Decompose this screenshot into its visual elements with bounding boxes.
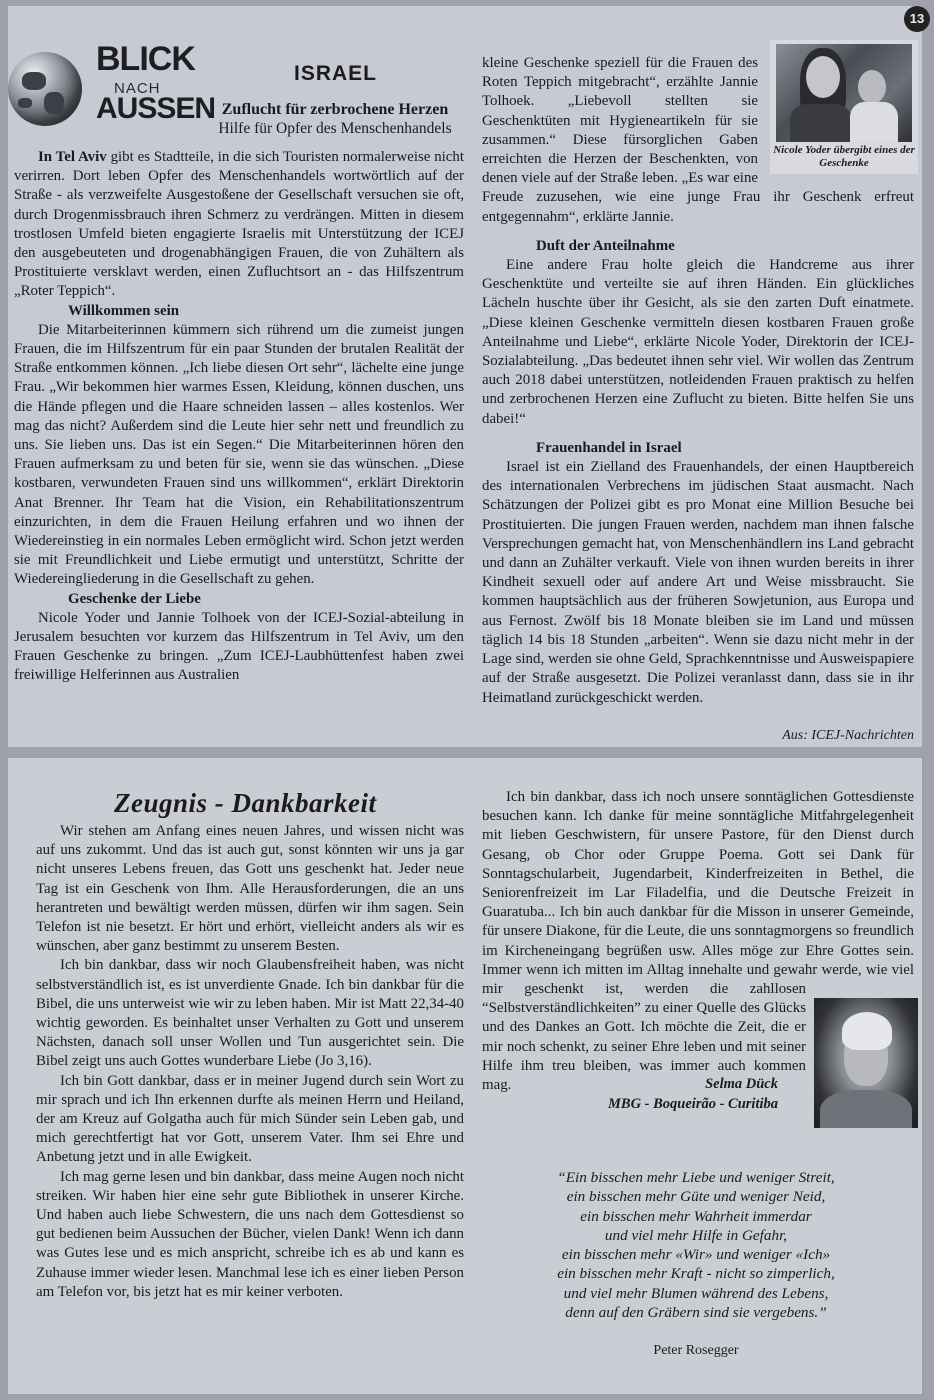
poem-line: ein bisschen mehr Güte und weniger Neid, (566, 1188, 826, 1206)
intro-lead: In Tel Aviv (38, 149, 107, 165)
testimony-title: Zeugnis - Dankbarkeit (114, 788, 377, 818)
testimony-panel (8, 758, 922, 1394)
article-headline: Zuflucht für zerbrochene Herzen (221, 101, 449, 118)
testimony-paragraph-5: Ich bin dankbar, dass ich noch unsere sonntäglichen Gottesdienste besuchen kann. Ich danke für meine sonntägliche Mitfahrgelegenheit mit lieben Geschwistern, für unsere Pastore, für den Dienst durch Gesang, ob Chor oder Gruppe Poema. Gott sei Dank für Sonntagschularbeit, Jugendarbeit, Kinderfreizeiten in Bethel, die Seniorenfreizeit im Lar Filadelfia, und die Deutsche Freizeit in Guaratuba... Ich bin auch dankbar für die Misson in unserer Gemeinde, für unsere Diakone, für die Leute, die uns sonntagmorgens so freundlich im Kircheneingang begrüßen usw. Alles möge zur Ehre Gottes sein. Immer wenn ich mitten im Alltag innehalte und gewahr werde, wie viel mir geschenkt ist, werden die zahllosen “Selbstverständlichkeiten” zu einer Quelle des Glücks und des Dankes an Gott. Ich möchte die Zeit, die er mir noch schenkt, zu seiner Ehre leben und mit seiner Hilfe ihm treu bleiben, was immer auch kommen mag. (482, 789, 914, 1094)
paragraph-continued: kleine Geschenke speziell für die Frauen des Roten Teppich mitgebracht“, erzählte Jannie Tolhoek. „Liebevoll stellten sie Geschenktüten mit Hygieneartikeln für sie zusammen.“ Diese fürsorglichen Gaben erreichten die Herzen der Beschenkten, von denen viele auf der Straße leben. „Es war eine Freude zuzusehen, wie eine junge Frau ihr Geschenk erfreut entgegennahm“, erklärte Jannie. (482, 55, 914, 225)
section-kicker: ISRAEL (294, 62, 378, 85)
testimony-column-left (36, 822, 464, 1302)
testimony-paragraph-3: Ich bin Gott dankbar, dass er in meiner Jugend durch sein Wort zu mir sprach und ich Ihn erkennen durfte als meinen Herrn und Heiland, der am Kreuz auf Golgatha auch für mich Sünder sein Leben gab, und mich gerechtfertigt hat vor Gott, unserem Vater. Ihm sei Ehre und Anbetung jetzt und in alle Ewigkeit. (36, 1072, 464, 1166)
testimony-paragraph-2: Ich bin dankbar, dass wir noch Glaubensfreiheit haben, was nicht selbstverständlich ist, es ist unverdiente Gnade. Ich bin dankbar für die Bibel, die uns unterweist wie wir zu leben haben. Mir ist Matt 22,34-40 wichtig geworden. Es beinhaltet unser Verhalten zu Gott und unserem Nächsten, danach soll unser Wollen und Tun ausgerichtet sein. Die Bibel zeigt uns auch Gottes wunderbare Liebe (Jo 3,16). (36, 957, 464, 1070)
poem (480, 1168, 912, 1322)
author-church: MBG - Boqueirão - Curitiba (608, 1096, 778, 1112)
paragraph-duft: Eine andere Frau holte gleich die Handcreme aus ihrer Geschenktüte und verteilte sie auf ihren Händen. Ein glückliches Lächeln huschte über ihr Gesicht, als sie den zarten Duft einatmete. „Diese kleinen Geschenke vermitteln diesen kostbaren Frauen große Anteilnahme und Liebe“, erklärte Nicole Yoder, Direktorin der ICEJ-Sozialabteilung. „Das bedeutet ihnen sehr viel. Wir wollen das Zentrum auch 2018 dabei unterstützen, notleidenden Frauen praktisch zu helfen und zerbrochenen Herzen eine Zuflucht zu bieten. Bitte helfen Sie uns dabei!“ (482, 257, 914, 427)
subheading-duft: Duft der Anteilnahme (536, 237, 675, 254)
article-column-right (482, 54, 914, 708)
logo-word-aussen: AUSSEN (96, 92, 216, 125)
article-subhead: Hilfe für Opfer des Menschenhandels (218, 120, 452, 137)
poem-line: und viel mehr Blumen während des Lebens, (563, 1284, 829, 1302)
article-source: Aus: ICEJ-Nachrichten (782, 728, 914, 743)
poem-line: ein bisschen mehr «Wir» und weniger «Ich» (561, 1246, 831, 1264)
globe-icon (8, 52, 82, 126)
poem-line: ein bisschen mehr Kraft - nicht so zimperlich, (557, 1265, 835, 1283)
poem-line: ein bisschen mehr Wahrheit immerdar (580, 1207, 812, 1225)
subheading-frauenhandel: Frauenhandel in Israel (536, 439, 682, 456)
testimony-paragraph-1: Wir stehen am Anfang eines neuen Jahres, und wissen nicht was auf uns zukommt. Und das ist auch gut, sonst könnten wir uns ja gar nicht unseres Lebens freuen, das Gott uns geschenkt hat. Jeder neue Tag ist ein Geschenk von Ihm. Alle Herausforderungen, die an uns herantreten und bewältigt werden müssen, dürfen wir ihm sagen. Sein Telefon ist nie besetzt. Er hört und erhört, vielleicht anders als wir es wünschen, aber ganz bestimmt zu unserem Besten. (36, 823, 464, 955)
paragraph-frauenhandel: Israel ist ein Zielland des Frauenhandels, der einen Hauptbereich des internationalen Verbrechens im jüdischen Staat ausmacht. Nach Schätzungen der Polizei gibt es pro Monat eine Million Besuche bei Prostituierten. Die jungen Frauen werden, nachdem man ihnen falsche Versprechungen gemacht hat, von Menschenhändlern ins Land gebracht und dann an Zuhälter verkauft. Viele von ihnen wurden bereits in ihrer Kindheit sexuell oder auf andere Art und Weise missbraucht. Sie kommen hauptsächlich aus der früheren Sowjetunion, aus Europa und aus Fernost. Zwölf bis 18 Monate bleiben sie im Land und müssen täglich 14 bis 18 Stunden „arbeiten“. Wenn sie dazu nicht mehr in der Lage sind, werden sie ohne Geld, Sprachkenntnisse und Ausweispapiere auf der Straße ausgesetzt. Die Polizei veranlasst dann, dass sie in ihr Heimatland zurückgeschickt werden. (482, 459, 914, 706)
author-name: Selma Dück (705, 1076, 778, 1092)
photo-caption: Nicole Yoder übergibt eines der Geschenke (773, 144, 915, 169)
paragraph-geschenke: Nicole Yoder und Jannie Tolhoek von der ICEJ-Sozial-abteilung in Jerusalem besuchten vor kurzem das Hilfszentrum in Tel Aviv, um den Frauen Geschenke zu bringen. „Zum ICEJ-Laubhüttenfest haben zwei freiwillige Helferinnen aus Australien (14, 609, 464, 684)
logo-word-blick: BLICK (96, 40, 195, 78)
photo-float-spacer (758, 54, 914, 172)
testimony-column-right (482, 788, 914, 1108)
poem-line: und viel mehr Hilfe in Gefahr, (604, 1226, 788, 1244)
subheading-willkommen: Willkommen sein (68, 302, 180, 319)
logo-word-nach: NACH (114, 80, 161, 97)
intro-paragraph (14, 148, 464, 302)
blick-nach-aussen-logo (8, 28, 216, 138)
poem-line: denn auf den Gräbern sind sie vergebens.” (565, 1304, 827, 1322)
paragraph-willkommen: Die Mitarbeiterinnen kümmern sich rührend um die zumeist jungen Frauen, die im Hilfszentrum für ein paar Stunden der brutalen Realität der Straße entkommen können. „Ich liebe diesen Ort sehr“, lächelte eine junge Frau. „Wir bekommen hier warmes Essen, Kleidung, können duschen, uns die Hände pflegen und die Haare schneiden lassen – alles kostenlos. Wer mag das nicht? Außerdem sind die Leute hier sehr nett und freundlich zu uns. Sie lieben uns. Das ist ein Segen.“ Die Mitarbeiterinnen hören den Frauen aufmerksam zu und beten für sie, wenn sie das wünschen. „Diese kostbaren, verwundeten Frauen sind uns willkommen“, erklärt Direktorin Anat Brenner. Ihr Team hat die Vision, ein Rehabilitationszentrum einzurichten, in dem die Frauen Heilung erfahren und wo ihnen der Wiedereinstieg in ein normales Leben ermöglicht wird. Schon jetzt werden sie mit Freundlichkeit und Liebe ermutigt und unterstützt, Schritte der Wiedereingliederung in die Gesellschaft zu gehen. (14, 321, 464, 588)
poem-line: “Ein bisschen mehr Liebe und weniger Streit, (557, 1169, 835, 1186)
intro-text: gibt es Stadtteile, in die sich Touristen normalerweise nicht verirren. Dort leben Opfer des Menschenhandels wortwörtlich auf der Straße - als verzweifelte Ausgestoßene der Gesellschaft versuchen sie oft, durch Drogenmissbrauch ihren Schmerz zu verdrängen. Mitten in diesem trostlosen Umfeld bieten engagierte Israelis mit Unterstützung der ICEJ den ausgebeuteten und drogenabhängigen Frauen, die von Zuhältern als Prostituierte versklavt werden, einen Zufluchtsort an - das Hilfszentrum „Roter Teppich“. (14, 149, 465, 300)
page-number-badge: 13 (904, 6, 930, 32)
subheading-geschenke: Geschenke der Liebe (68, 590, 201, 607)
israel-article-panel (8, 6, 922, 747)
testimony-paragraph-4: Ich mag gerne lesen und bin dankbar, dass meine Augen noch nicht streiken. Wir haben hier eine sehr gute Bibliothek in unserer Kirche. Und haben auch liebe Schwestern, die uns nach dem Gottesdienst so gut bedienen beim Aussuchen der Bücher, vielen Dank! Wenn ich dann was Gutes lese und es mich anspricht, schreibe ich es ab und kann es Zuhause immer wieder lesen. Manchmal lese ich es einer lieben Person am Telefon vor, bis jetzt hat es mir keiner verboten. (36, 1168, 464, 1300)
article-column-left (14, 148, 464, 686)
poem-author: Peter Rosegger (653, 1343, 739, 1358)
